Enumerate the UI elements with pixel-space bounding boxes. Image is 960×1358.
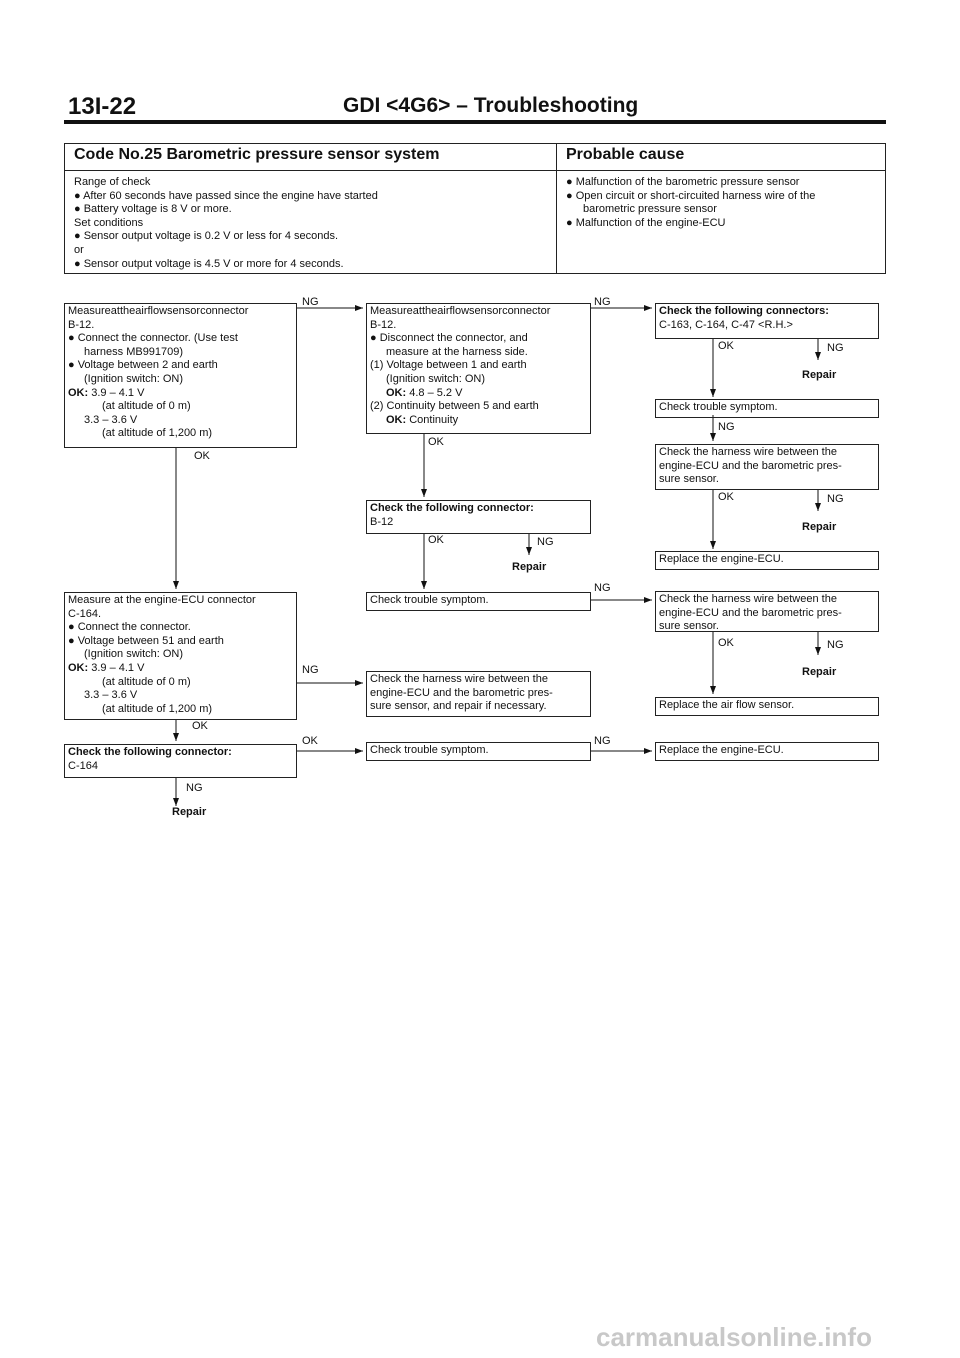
branch-label-ok: OK [302,735,318,747]
cause-line: barometric pressure sensor [583,203,717,216]
node-check-harness-2: Check the harness wire between the engine-ECU and the barometric pres- sure sensor. [655,591,879,632]
branch-label-ok: OK [192,720,208,732]
watermark: carmanualsonline.info [596,1322,872,1352]
cause-line: ● Malfunction of the engine-ECU [566,216,726,229]
cause-line: ● Malfunction of the barometric pressure sensor [566,176,800,188]
branch-label-ng: NG [718,421,735,433]
branch-label-ok: OK [194,450,210,462]
node-check-connector-b12: Check the following connector: B-12 [366,500,591,534]
branch-label-ng: NG [827,493,844,505]
branch-label-ng: NG [594,582,611,594]
branch-label-ok: OK [718,491,734,503]
branch-label-ng: NG [186,782,203,794]
condition-line: ● After 60 seconds have passed since the engine have started [74,189,378,202]
condition-line: ● Sensor output voltage is 0.2 V or less for 4 seconds. [74,230,339,243]
page-title: GDI <4G6> – Troubleshooting [343,94,639,117]
branch-label-ng: NG [827,342,844,354]
node-measure-airflow-connector: Measureattheairflowsensorconnector B-12. ● Connect the connector. (Use test harness MB991709) ● Voltage between 2 and earth (Ignition switch: ON) OK: 3.9 – 4.1 V (at altitude of 0 m) 3.3 – 3.6 V (at altitude of 1,200 m) [64,303,297,448]
node-check-trouble-symptom-2: Check trouble symptom. [366,742,591,761]
node-check-trouble-symptom-1: Check trouble symptom. [366,592,591,611]
node-replace-engine-ecu-1: Replace the engine-ECU. [655,551,879,570]
page-number: 13I-22 [68,93,137,120]
probable-cause-title: Probable cause [566,146,685,163]
node-measure-ecu-connector: Measure at the engine-ECU connector C-164. ● Connect the connector. ● Voltage between 51 and earth (Ignition switch: ON) OK: 3.9 – 4.1 V (at altitude of 0 m) 3.3 – 3.6 V (at altitude of 1,200 m) [64,592,297,720]
branch-label-ok: OK [428,534,444,546]
branch-label-ng: NG [594,296,611,308]
branch-label-ng: NG [302,296,319,308]
node-check-connectors-c163: Check the following connectors: C-163, C-164, C-47 <R.H.> [655,303,879,339]
branch-label-ok: OK [718,340,734,352]
cause-line: ● Open circuit or short-circuited harness wire of the [566,189,816,202]
condition-line: Range of check [74,176,151,188]
node-check-connector-c164: Check the following connector: C-164 [64,744,297,778]
condition-line: Set conditions [74,216,144,229]
condition-line: ● Sensor output voltage is 4.5 V or more for 4 seconds. [74,257,344,270]
branch-label-ng: NG [537,536,554,548]
repair-label: Repair [802,521,837,533]
branch-label-ng: NG [827,639,844,651]
node-check-harness-1: Check the harness wire between the engine-ECU and the barometric pres- sure sensor. [655,444,879,490]
repair-label: Repair [802,369,837,381]
branch-label-ng: NG [594,735,611,747]
repair-label: Repair [802,666,837,678]
repair-label: Repair [172,806,207,818]
node-replace-air-flow-sensor: Replace the air flow sensor. [655,697,879,716]
condition-line: ● Battery voltage is 8 V or more. [74,203,232,216]
node-replace-engine-ecu-2: Replace the engine-ECU. [655,742,879,761]
node-measure-airflow-harness: Measureattheairflowsensorconnector B-12. ● Disconnect the connector, and measure at the harness side. (1) Voltage between 1 and earth (Ignition switch: ON) OK: 4.8 – 5.2 V (2) Continuity between 5 and earth OK: Continuity [366,303,591,434]
branch-label-ng: NG [302,664,319,676]
branch-label-ok: OK [718,637,734,649]
node-check-trouble-symptom-3: Check trouble symptom. [655,399,879,418]
repair-label: Repair [512,561,547,573]
code-title: Code No.25 Barometric pressure sensor system [74,146,440,163]
branch-label-ok: OK [428,436,444,448]
condition-line: or [74,243,84,256]
node-check-harness-repair: Check the harness wire between the engine-ECU and the barometric pres- sure sensor, and repair if necessary. [366,671,591,717]
